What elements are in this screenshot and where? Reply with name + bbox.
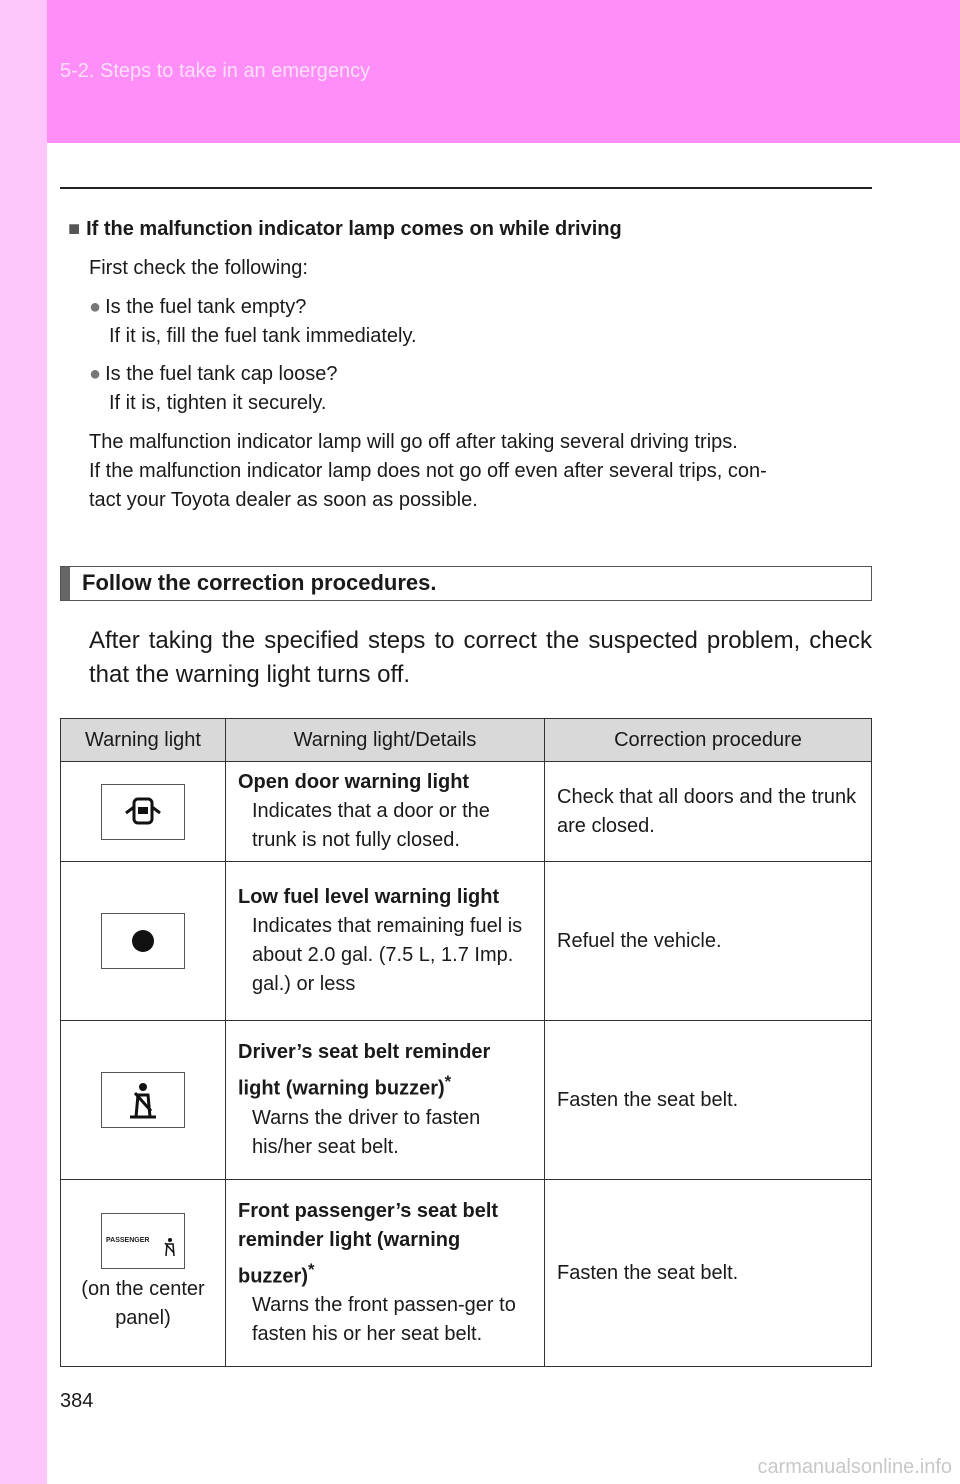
check-item: ● Is the fuel tank cap loose? — [89, 363, 338, 385]
page-number: 384 — [60, 1390, 94, 1412]
asterisk: * — [308, 1259, 315, 1279]
light-detail: Warns the driver to fasten his/her seat belt. — [252, 1106, 481, 1158]
table-row — [61, 762, 872, 862]
correction: Fasten the seat belt. — [545, 1180, 872, 1367]
light-name: Driver’s seat belt reminder light (warning buzzer) — [238, 1041, 491, 1100]
check-answer: If it is, fill the fuel tank immediately. — [109, 325, 417, 347]
table-row — [61, 1021, 872, 1180]
table-header-row — [61, 719, 872, 762]
correction: Fasten the seat belt. — [545, 1021, 872, 1180]
light-name: Front passenger’s seat belt reminder light (warning buzzer) — [238, 1199, 499, 1288]
margin-band — [0, 0, 47, 1484]
warning-table — [60, 718, 872, 1367]
seatbelt-icon — [101, 1072, 185, 1128]
correction: Refuel the vehicle. — [545, 862, 872, 1021]
column-header: Correction procedure — [545, 719, 872, 762]
table-row — [61, 862, 872, 1021]
table-row — [61, 1180, 872, 1367]
column-header: Warning light — [61, 719, 226, 762]
light-name: Open door warning light — [238, 771, 470, 793]
fuel-icon — [101, 913, 185, 969]
passenger-seatbelt-icon: PASSENGER — [101, 1213, 185, 1269]
mil-note: If the malfunction indicator lamp does not go off even after several trips, con- — [89, 460, 767, 482]
watermark: carmanualsonline.info — [757, 1456, 952, 1478]
open-door-icon — [101, 784, 185, 840]
section-intro: After taking the specified steps to correct the suspected problem, check that the warning light turns off. — [89, 627, 872, 688]
section-header: 5-2. Steps to take in an emergency — [60, 60, 371, 82]
mil-lead: First check the following: — [89, 257, 308, 279]
light-name: Low fuel level warning light — [238, 886, 500, 908]
column-header: Warning light/Details — [226, 719, 545, 762]
correction: Check that all doors and the trunk are closed. — [545, 762, 872, 862]
mil-note: The malfunction indicator lamp will go off after taking several driving trips. — [89, 431, 738, 453]
check-item: ● Is the fuel tank empty? — [89, 296, 307, 318]
light-detail: Warns the front passen-ger to fasten his or her seat belt. — [252, 1294, 516, 1346]
check-answer: If it is, tighten it securely. — [109, 392, 327, 414]
light-detail: Indicates that remaining fuel is about 2.0 gal. (7.5 L, 1.7 Imp. gal.) or less — [252, 915, 523, 995]
asterisk: * — [444, 1072, 452, 1092]
icon-caption: (on the center panel) — [81, 1278, 205, 1329]
divider — [60, 187, 872, 189]
mil-heading: ■ If the malfunction indicator lamp comes on while driving — [68, 218, 622, 240]
mil-note: tact your Toyota dealer as soon as possible. — [89, 489, 478, 511]
light-detail: Indicates that a door or the trunk is not fully closed. — [252, 800, 490, 851]
section-title: Follow the correction procedures. — [60, 566, 872, 601]
